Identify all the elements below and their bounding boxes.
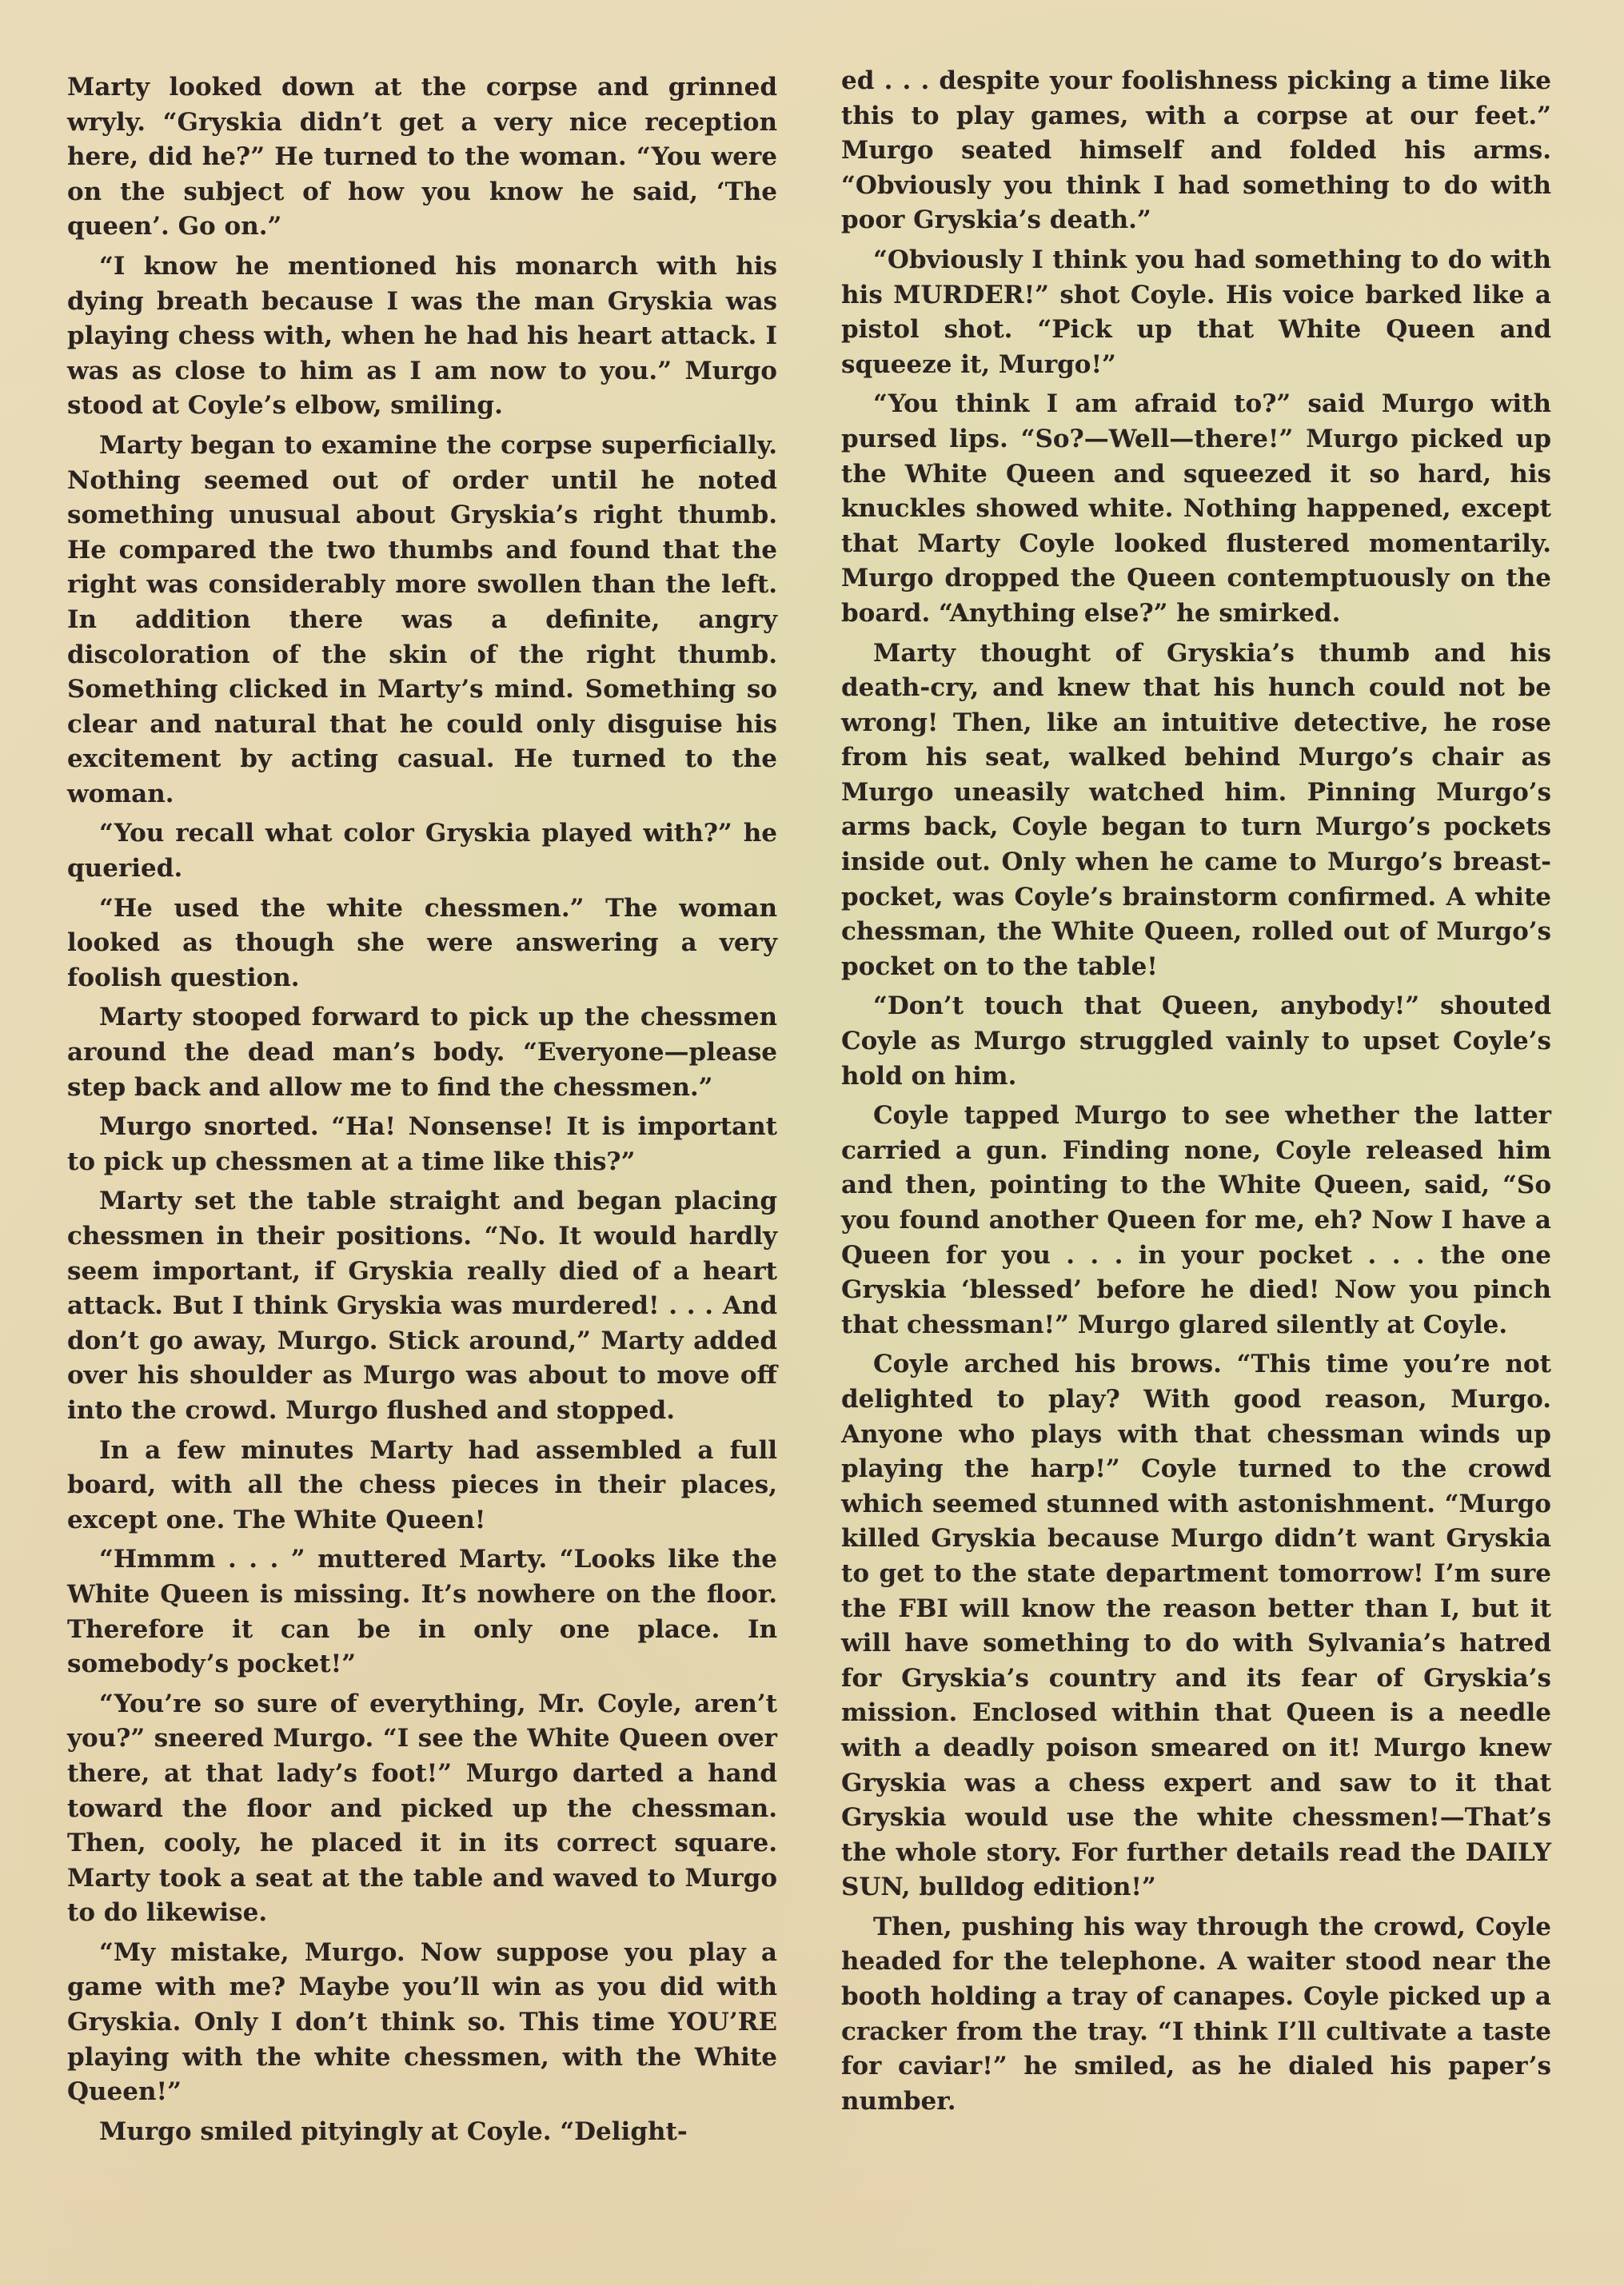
paragraph: In a few minutes Marty had assembled a full board, with all the chess pieces in their places, except one. The White Queen! [67,1435,777,1534]
paragraph: “You recall what color Gryskia played with?” he queried. [67,819,777,884]
paragraph: “I know he mentioned his monarch with his dying breath because I was the man Gryskia was playing chess with, when he had his heart attack. I was as close to him as I am now to you.” Murgo stood at Coyle’s elbow, smiling. [67,251,777,421]
left-text-column [67,70,777,2154]
paragraph: “You think I am afraid to?” said Murgo with pursed lips. “So?—Well—there!” Murgo picked up the White Queen and squeezed it so hard, his knuckles showed white. Nothing happened, except that Marty Coyle looked flustered momentarily. Murgo dropped the Queen contemptuously on the board. “Anything else?” he smirked. [841,389,1551,628]
paragraph: Marty set the table straight and began placing chessmen in their positions. “No. It would hardly seem important, if Gryskia really died of a heart attack. But I think Gryskia was murdered! . . . And don’t go away, Murgo. Stick around,” Marty added over his shoulder as Murgo was about to move off into the crowd. Murgo flushed and stopped. [67,1187,777,1425]
right-text-column [841,64,1551,2124]
paragraph: Murgo smiled pityingly at Coyle. “Delight- [99,2116,688,2146]
paragraph: Marty thought of Gryskia’s thumb and his death-cry, and knew that his hunch could not be wrong! Then, like an intuitive detective, he rose from his seat, walked behind Murgo’s chair as Murgo uneasily watched him. Pinning Murgo’s arms back, Coyle began to turn Murgo’s pockets inside out. Only when he came to Murgo’s breast-pocket, was Coyle’s brainstorm confirmed. A white chessman, the White Queen, rolled out of Murgo’s pocket on to the table! [841,638,1551,981]
paragraph: “Don’t touch that Queen, anybody!” shouted Coyle as Murgo struggled vainly to upset Coyle’s hold on him. [841,991,1551,1091]
paragraph: Marty stooped forward to pick up the chessmen around the dead man’s body. “Everyone—please step back and allow me to find the chessmen.” [67,1003,777,1102]
paragraph: “He used the white chessmen.” The woman looked as though she were answering a very foolish question. [67,893,777,992]
paragraph: Murgo snorted. “Ha! Nonsense! It is important to pick up chessmen at a time like this?” [67,1112,777,1176]
paragraph: Marty looked down at the corpse and grinned wryly. “Gryskia didn’t get a very nice reception here, did he?” He turned to the woman. “You were on the subject of how you know he said, ‘The queen’. Go on.” [67,73,777,241]
paragraph: ed . . . despite your foolishness picking a time like this to play games, with a corpse at our feet.” Murgo seated himself and folded his arms. “Obviously you think I had something to do with poor Gryskia’s death.” [841,66,1551,235]
paragraph: “You’re so sure of everything, Mr. Coyle, aren’t you?” sneered Murgo. “I see the White Queen over there, at that lady’s foot!” Murgo darted a hand toward the floor and picked up the chessman. Then, cooly, he placed it in its correct square. Marty took a seat at the table and waved to Murgo to do likewise. [67,1689,777,1928]
paragraph: Coyle tapped Murgo to see whether the latter carried a gun. Finding none, Coyle released him and then, pointing to the White Queen, said, “So you found another Queen for me, eh? Now I have a Queen for you . . . in your pocket . . . the one Gryskia ‘blessed’ before he died! Now you pinch that chessman!” Murgo glared silently at Coyle. [841,1101,1551,1339]
paragraph: “My mistake, Murgo. Now suppose you play a game with me? Maybe you’ll win as you did with Gryskia. Only I don’t think so. This time YOU’RE playing with the white chessmen, with the White Queen!” [67,1937,777,2107]
paragraph: Coyle arched his brows. “This time you’re not delighted to play? With good reason, Murgo. Anyone who plays with that chessman winds up playing the harp!” Coyle turned to the crowd which seemed stunned with astonishment. “Murgo killed Gryskia because Murgo didn’t want Gryskia to get to the state department tomorrow! I’m sure the FBI will know the reason better than I, but it will have something to do with Sylvania’s hatred for Gryskia’s country and its fear of Gryskia’s mission. Enclosed within that Queen is a needle with a deadly poison smeared on it! Murgo knew Gryskia was a chess expert and saw to it that Gryskia would use the white chessmen!—That’s the whole story. For further details read the DAILY SUN, bulldog edition!” [841,1350,1551,1902]
paragraph: Marty began to examine the corpse superficially. Nothing seemed out of order until he noted something unusual about Gryskia’s right thumb. He compared the two thumbs and found that the right was considerably more swollen than the left. In addition there was a definite, angry discoloration of the skin of the right thumb. Something clicked in Marty’s mind. Something so clear and natural that he could only disguise his excitement by acting casual. He turned to the woman. [67,430,777,808]
paragraph: Then, pushing his way through the crowd, Coyle headed for the telephone. A waiter stood near the booth holding a tray of canapes. Coyle picked up a cracker from the tray. “I think I’ll cultivate a taste for caviar!” he smiled, as he dialed his paper’s number. [841,1912,1551,2116]
paragraph: “Hmmm . . . ” muttered Marty. “Looks like the White Queen is missing. It’s nowhere on the floor. Therefore it can be in only one place. In somebody’s pocket!” [67,1545,777,1679]
paragraph: “Obviously I think you had something to do with his MURDER!” shot Coyle. His voice barked like a pistol shot. “Pick up that White Queen and squeeze it, Murgo!” [841,245,1551,379]
